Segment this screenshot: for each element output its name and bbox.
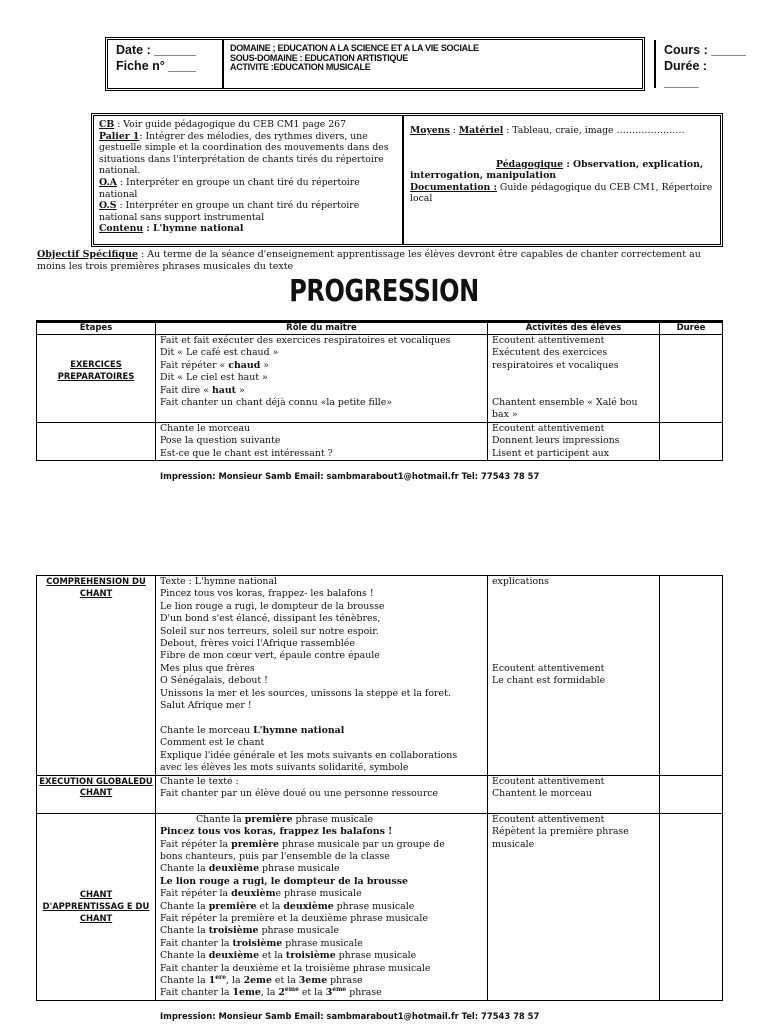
duree-cell <box>660 813 723 1000</box>
date-fiche-cell <box>108 40 224 88</box>
role-text: » <box>235 384 245 396</box>
role-text: Fait répéter la <box>160 888 232 900</box>
role-line: Comment est le chant <box>160 737 265 749</box>
domaine-text: DOMAINE ; EDUCATION A LA SCIENCE ET A LA VIE SOCIALE <box>230 43 479 53</box>
role-line: Texte : L'hymne national <box>160 576 278 587</box>
role-bold: chaud <box>228 359 261 371</box>
role-line: Pincez tous vos koras, frappez- les balafons ! <box>160 588 374 600</box>
role-line <box>160 385 483 397</box>
table-header-row <box>37 322 723 335</box>
activity-line <box>492 650 655 662</box>
activity-line <box>492 601 655 613</box>
role-line: Fait chanter par un élève doué ou une personne ressource <box>160 787 439 799</box>
activity-line: Exécutent des exercices <box>492 347 608 359</box>
progression-title: PROGRESSION <box>289 274 479 309</box>
role-text: phrase musicale <box>292 813 374 825</box>
role-text: Fait chanter la <box>160 937 233 949</box>
sous-domaine-text: SOUS-DOMAINE : EDUCATION ARTISTIQUE <box>230 52 408 63</box>
progression-table-2 <box>36 575 723 1001</box>
role-text: Chante la <box>160 950 209 962</box>
duree-label: Durée : <box>664 59 708 73</box>
activity-line: Chantent le morceau <box>492 787 592 799</box>
activity-line: Ecoutent attentivement <box>492 422 605 434</box>
table-row <box>37 576 723 776</box>
role-text: Chante la <box>160 863 209 875</box>
activity-line: Ecoutent attentivement <box>492 662 605 674</box>
palier-label: Palier 1 <box>99 130 140 142</box>
role-line: Fait chanter la deuxième et la troisième phrase musicale <box>160 962 431 974</box>
progression-table-1 <box>36 320 723 461</box>
objective-paragraph <box>37 249 727 274</box>
role-bold: 3 <box>325 987 333 999</box>
role-line: Fait chanter un chant déjà connu «la petite fille» <box>160 397 393 409</box>
role-line: Dit « Le café est chaud » <box>160 347 279 359</box>
role-text: Chante la <box>160 900 209 912</box>
competence-info-box <box>91 113 723 247</box>
role-line <box>160 863 483 875</box>
activity-line: explications <box>492 576 549 587</box>
activite-text: ACTIVITE :EDUCATION MUSICALE <box>230 62 371 72</box>
documentation-paragraph <box>410 182 716 205</box>
role-bold: 1 <box>208 975 216 986</box>
role-bold: haut <box>211 384 236 396</box>
role-text: Chante la <box>160 975 209 986</box>
role-line: Pincez tous vos koras, frappez les balafons ! <box>160 826 393 838</box>
stage-cell: CHANT D'APPRENTISSAG E DU CHANT <box>37 813 156 1000</box>
activities-cell <box>488 422 660 460</box>
contenu-paragraph <box>99 223 398 235</box>
role-text: Fait répéter la <box>160 838 232 850</box>
role-line <box>160 938 483 950</box>
activity-line: Chantent ensemble « Xalé bou <box>492 397 638 409</box>
activities-cell <box>488 775 660 813</box>
page-footer-2: Impression: Monsieur Samb Email: sambmarabout1@hotmail.fr Tel: 77543 78 57 <box>160 1011 540 1021</box>
domain-cell <box>224 40 654 88</box>
role-line: Fait répéter la première et la deuxième phrase musicale <box>160 912 428 924</box>
materiel-label: Matériel <box>458 125 504 136</box>
role-line <box>160 725 483 737</box>
role-text: Chante la <box>196 813 245 825</box>
role-text: phrase <box>346 987 382 999</box>
role-text: phrase musicale <box>335 950 417 962</box>
role-line: Chante le texte : <box>160 775 239 787</box>
role-bold: première <box>231 838 279 850</box>
activity-line: Lisent et participent aux <box>492 447 609 459</box>
activity-line <box>492 588 655 600</box>
role-text: et la <box>259 950 286 962</box>
role-line: Est-ce que le chant est intéressant ? <box>160 447 333 459</box>
role-line: Le lion rouge a rugi, le dompteur de la brousse <box>160 875 408 887</box>
header-activites-eleves: Activités des élèves <box>488 322 660 335</box>
role-line <box>160 712 483 724</box>
cours-duree-cell <box>654 40 750 88</box>
role-text: Chante la <box>160 925 209 937</box>
role-line: Salut Afrique mer ! <box>160 700 252 712</box>
activity-line: Donnent leurs impressions <box>492 435 620 447</box>
role-text: phrase musicale par un groupe de <box>278 838 445 850</box>
role-line: Dit « Le ciel est haut » <box>160 372 268 384</box>
activity-line <box>492 372 655 384</box>
role-sup: eme <box>332 986 347 994</box>
pedagogique-label: Pédagogique <box>496 158 564 170</box>
objective-text: : Au terme de la séance d'enseignement apprentissage les élèves devront être capables de chanter correctement au moins les trois premières phrases musicales du texte <box>37 249 701 273</box>
role-line: Fibre de mon cœur vert, épaule contre épaule <box>160 650 380 662</box>
role-cell <box>156 422 488 460</box>
documentation-text: Guide pédagogique du CEB CM1, Répertoire local <box>410 181 713 205</box>
header-role-maitre: Rôle du maître <box>156 322 488 335</box>
objective-label: Objectif Spécifique <box>37 249 139 260</box>
role-bold: 2 <box>278 987 285 999</box>
palier-paragraph <box>99 131 398 177</box>
role-bold: troisième <box>285 950 336 962</box>
header-duree: Durée <box>660 322 723 335</box>
contenu-text: : L'hymne national <box>143 223 244 235</box>
role-bold: 1eme <box>232 987 261 999</box>
role-bold: première <box>244 813 293 825</box>
table-row <box>37 422 723 460</box>
role-text: Fait chanter la <box>160 987 233 999</box>
duree-cell <box>660 775 723 813</box>
activity-line <box>492 626 655 638</box>
date-label: Date : ______ <box>116 43 196 57</box>
duree-cell <box>660 422 723 460</box>
role-line <box>160 950 483 962</box>
role-line: Unissons la mer et les sources, unissons la steppe et la foret. <box>160 687 451 699</box>
role-line <box>160 409 483 421</box>
activities-cell <box>488 335 660 423</box>
os-label: O.S <box>99 200 117 212</box>
role-bold: deuxième <box>208 950 260 962</box>
role-bold: deuxième <box>283 900 334 912</box>
role-line: O Sénégalais, debout ! <box>160 675 268 687</box>
table-row <box>37 813 723 1000</box>
table-row <box>37 335 723 423</box>
role-line <box>160 987 483 999</box>
activities-cell <box>488 813 660 1000</box>
activity-line: Ecoutent attentivement <box>492 335 605 346</box>
role-line: Mes plus que frères <box>160 662 255 674</box>
stage-cell <box>37 422 156 460</box>
role-line: Pose la question suivante <box>160 435 281 447</box>
activity-line <box>492 638 655 650</box>
role-line <box>160 360 483 372</box>
role-cell <box>156 576 488 776</box>
role-text: Fait dire « <box>160 384 212 396</box>
moyens-label: Moyens <box>410 125 450 136</box>
oa-text: : Interpréter en groupe un chant tiré du répertoire national <box>99 176 360 200</box>
activities-cell <box>488 576 660 776</box>
role-text: et la <box>298 987 326 999</box>
cb-paragraph <box>99 119 398 131</box>
role-text: phrase <box>327 975 363 986</box>
documentation-label: Documentation : <box>410 181 497 193</box>
role-line: avec les élèves les mots suivants solidarité, symbole <box>160 762 409 774</box>
role-text: phrase musicale <box>282 937 363 949</box>
fiche-label: Fiche n° ____ <box>116 59 197 73</box>
moyens-column <box>404 116 720 244</box>
page-footer: Impression: Monsieur Samb Email: sambmarabout1@hotmail.fr Tel: 77543 78 57 <box>160 471 540 481</box>
role-line <box>160 901 483 913</box>
role-line: Fait et fait exécuter des exercices respiratoires et vocaliques <box>160 335 451 346</box>
duree-cell <box>660 576 723 776</box>
role-text: phrase musicale <box>333 900 415 912</box>
role-text: » <box>260 359 269 371</box>
role-line: Chante le morceau <box>160 422 251 434</box>
role-line <box>160 975 483 987</box>
role-sup: ere <box>215 973 227 981</box>
role-sup: eme <box>284 986 299 994</box>
activity-line: musicale <box>492 838 535 850</box>
role-line: Explique l'idée générale et les mots suivants en collaborations <box>160 749 458 761</box>
role-bold: L'hymne national <box>253 724 345 736</box>
materiel-text: : Tableau, craie, image …………………. <box>503 125 685 136</box>
role-bold: deuxièm <box>231 888 276 900</box>
os-paragraph <box>99 200 398 223</box>
oa-label: O.A <box>99 176 118 188</box>
role-cell <box>156 813 488 1000</box>
role-line <box>160 800 483 812</box>
palier-text: : Intégrer des mélodies, des rythmes divers, une gestuelle simple et la coordination des mouvements dans des situations dans l'interprétation de chants tirés du répertoire national. <box>99 130 389 177</box>
oa-paragraph <box>99 177 398 200</box>
activity-line: Répètent la première phrase <box>492 826 629 838</box>
role-bold: 2eme <box>243 975 272 986</box>
role-cell <box>156 775 488 813</box>
role-bold: première <box>208 900 257 912</box>
stage-cell: EXECUTION GLOBALEDU CHANT <box>37 775 156 813</box>
role-line: bons chanteurs, puis par l'ensemble de la classe <box>160 850 390 862</box>
contenu-label: Contenu <box>99 223 144 235</box>
role-text: e phrase musicale <box>275 888 362 900</box>
table-row <box>37 775 723 813</box>
role-bold: 3eme <box>298 975 328 986</box>
role-text: , la <box>226 975 244 986</box>
role-line <box>160 814 483 826</box>
role-bold: troisième <box>232 937 283 949</box>
role-line <box>160 839 483 851</box>
role-text: Chante le morceau <box>160 724 254 736</box>
activity-line: Le chant est formidable <box>492 675 606 687</box>
activity-line: Ecoutent attentivement <box>492 775 605 787</box>
duree-cell <box>660 335 723 423</box>
stage-cell: COMPREHENSION DU CHANT <box>37 576 156 776</box>
pedagogique-text: : Observation, explication, interrogation, manipulation <box>410 158 704 182</box>
role-line: Soleil sur nos terreurs, soleil sur notre espoir. <box>160 625 379 637</box>
header-etapes: Etapes <box>37 322 156 335</box>
role-bold: deuxième <box>208 863 260 875</box>
cb-label: CB <box>99 119 115 130</box>
role-text: et la <box>271 975 299 986</box>
role-cell <box>156 335 488 423</box>
role-bold: troisième <box>208 925 259 937</box>
activity-line: bax » <box>492 409 518 421</box>
activity-line <box>492 613 655 625</box>
competence-column <box>94 116 404 244</box>
materiel-paragraph: Moyens : Matériel : Tableau, craie, image …………………. <box>410 125 685 136</box>
role-text: phrase musicale <box>258 925 340 937</box>
role-text: phrase musicale <box>259 863 340 875</box>
lesson-header-box <box>105 37 746 91</box>
os-text: : Interpréter en groupe un chant tiré du répertoire national sans support instrumental <box>99 200 360 223</box>
role-line <box>160 888 483 900</box>
activity-line: Ecoutent attentivement <box>492 813 605 825</box>
role-text: , la <box>260 987 279 999</box>
activity-line: respiratoires et vocaliques <box>492 359 619 371</box>
stage-cell: EXERCICES PREPARATOIRES <box>37 335 156 423</box>
cb-text: : Voir guide pédagogique du CEB CM1 page 267 <box>114 119 347 130</box>
duree-line: _____ <box>664 75 699 89</box>
role-line: D'un bond s'est élancé, dissipant les ténèbres, <box>160 613 381 625</box>
role-line: Le lion rouge a rugi, le dompteur de la brousse <box>160 600 385 612</box>
role-line: Debout, frères voici l'Afrique rassemblée <box>160 638 355 650</box>
cours-label: Cours : _____ <box>664 43 746 57</box>
activity-line <box>492 385 655 397</box>
role-text: et la <box>256 900 284 912</box>
role-text: Fait répéter « <box>160 359 229 371</box>
role-line <box>160 925 483 937</box>
pedagogique-paragraph <box>410 159 716 182</box>
